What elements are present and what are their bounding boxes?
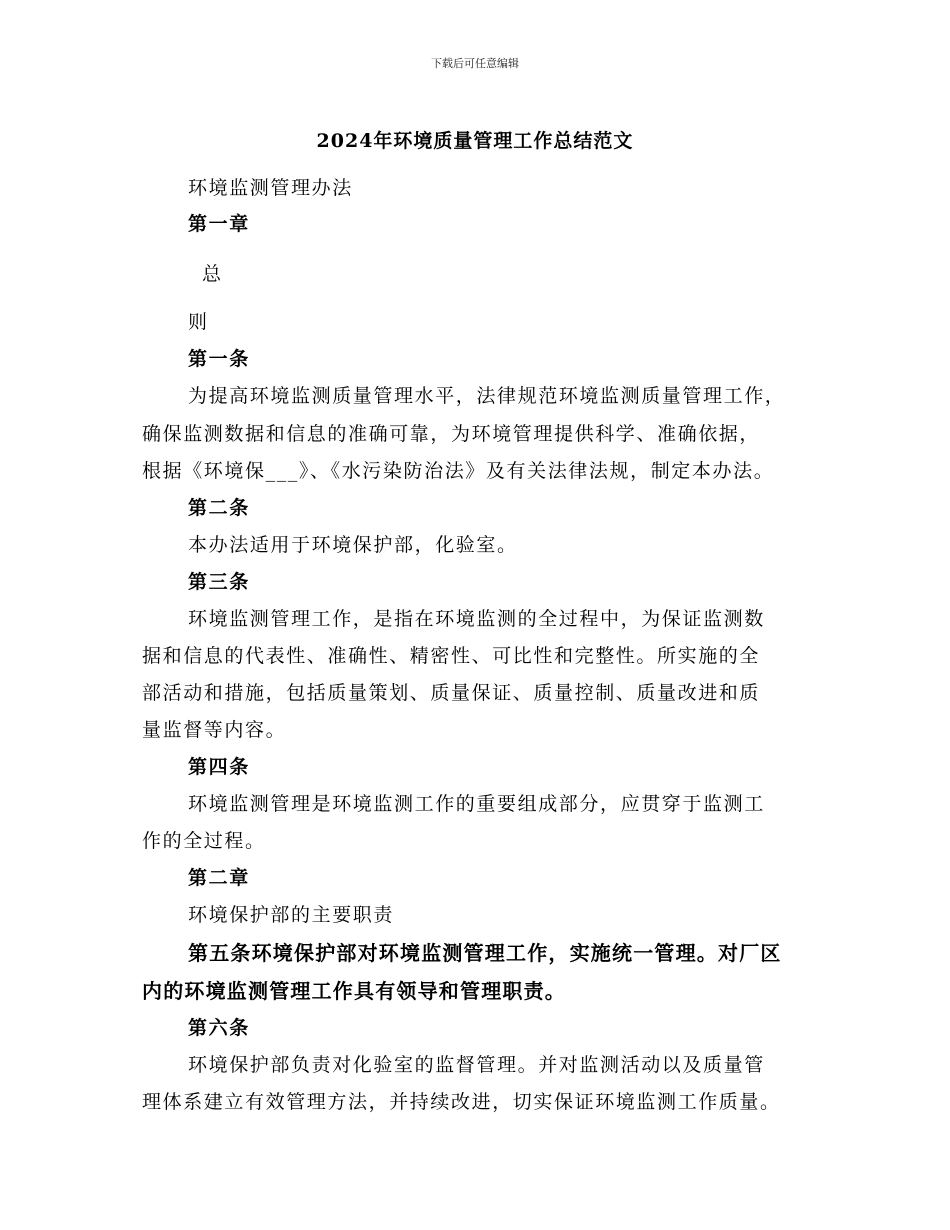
article-1-line: 为提高环境监测质量管理水平，法律规范环境监测质量管理工作， [188,385,786,407]
chapter-1-name-part2: 则 [188,311,209,333]
article-5-line: 第五条环境保护部对环境监测管理工作，实施统一管理。对厂区 [188,941,782,965]
chapter-1-name-part1: 总 [202,263,223,285]
article-6-line: 理体系建立有效管理方法，并持续改进，切实保证环境监测工作质量。 [142,1091,781,1113]
article-1-line: 确保监测数据和信息的准确可靠，为环境管理提供科学、准确依据， [142,423,761,445]
chapter-2-name: 环境保护部的主要职责 [188,904,395,926]
article-4-line: 作的全过程。 [142,830,266,852]
article-3-heading: 第三条 [188,571,250,593]
article-6-heading: 第六条 [188,1017,250,1039]
document-title: 2024年环境质量管理工作总结范文 [316,130,634,152]
article-6-line: 环境保护部负责对化验室的监督管理。并对监测活动以及质量管 [188,1054,765,1076]
article-4-heading: 第四条 [188,756,250,778]
article-1-line: 根据《环境保___》、《水污染防治法》及有关法律法规，制定本办法。 [142,460,775,482]
page-header: 下载后可任意编辑 [431,57,519,70]
article-2-heading: 第二条 [188,497,250,519]
article-4-line: 环境监测管理是环境监测工作的重要组成部分，应贯穿于监测工 [188,793,765,815]
article-3-line: 部活动和措施，包括质量策划、质量保证、质量控制、质量改进和质 [142,682,761,704]
chapter-2-heading: 第二章 [188,867,250,889]
article-5-line: 内的环境监测管理工作具有领导和管理职责。 [142,979,566,1003]
article-2-line: 本办法适用于环境保护部，化验室。 [188,534,518,556]
article-3-line: 环境监测管理工作，是指在环境监测的全过程中，为保证监测数 [188,608,765,630]
article-3-line: 量监督等内容。 [142,719,287,741]
document-subtitle: 环境监测管理办法 [188,177,353,199]
article-1-heading: 第一条 [188,348,250,370]
article-3-line: 据和信息的代表性、准确性、精密性、可比性和完整性。所实施的全 [142,645,761,667]
chapter-1-heading: 第一章 [188,213,250,235]
